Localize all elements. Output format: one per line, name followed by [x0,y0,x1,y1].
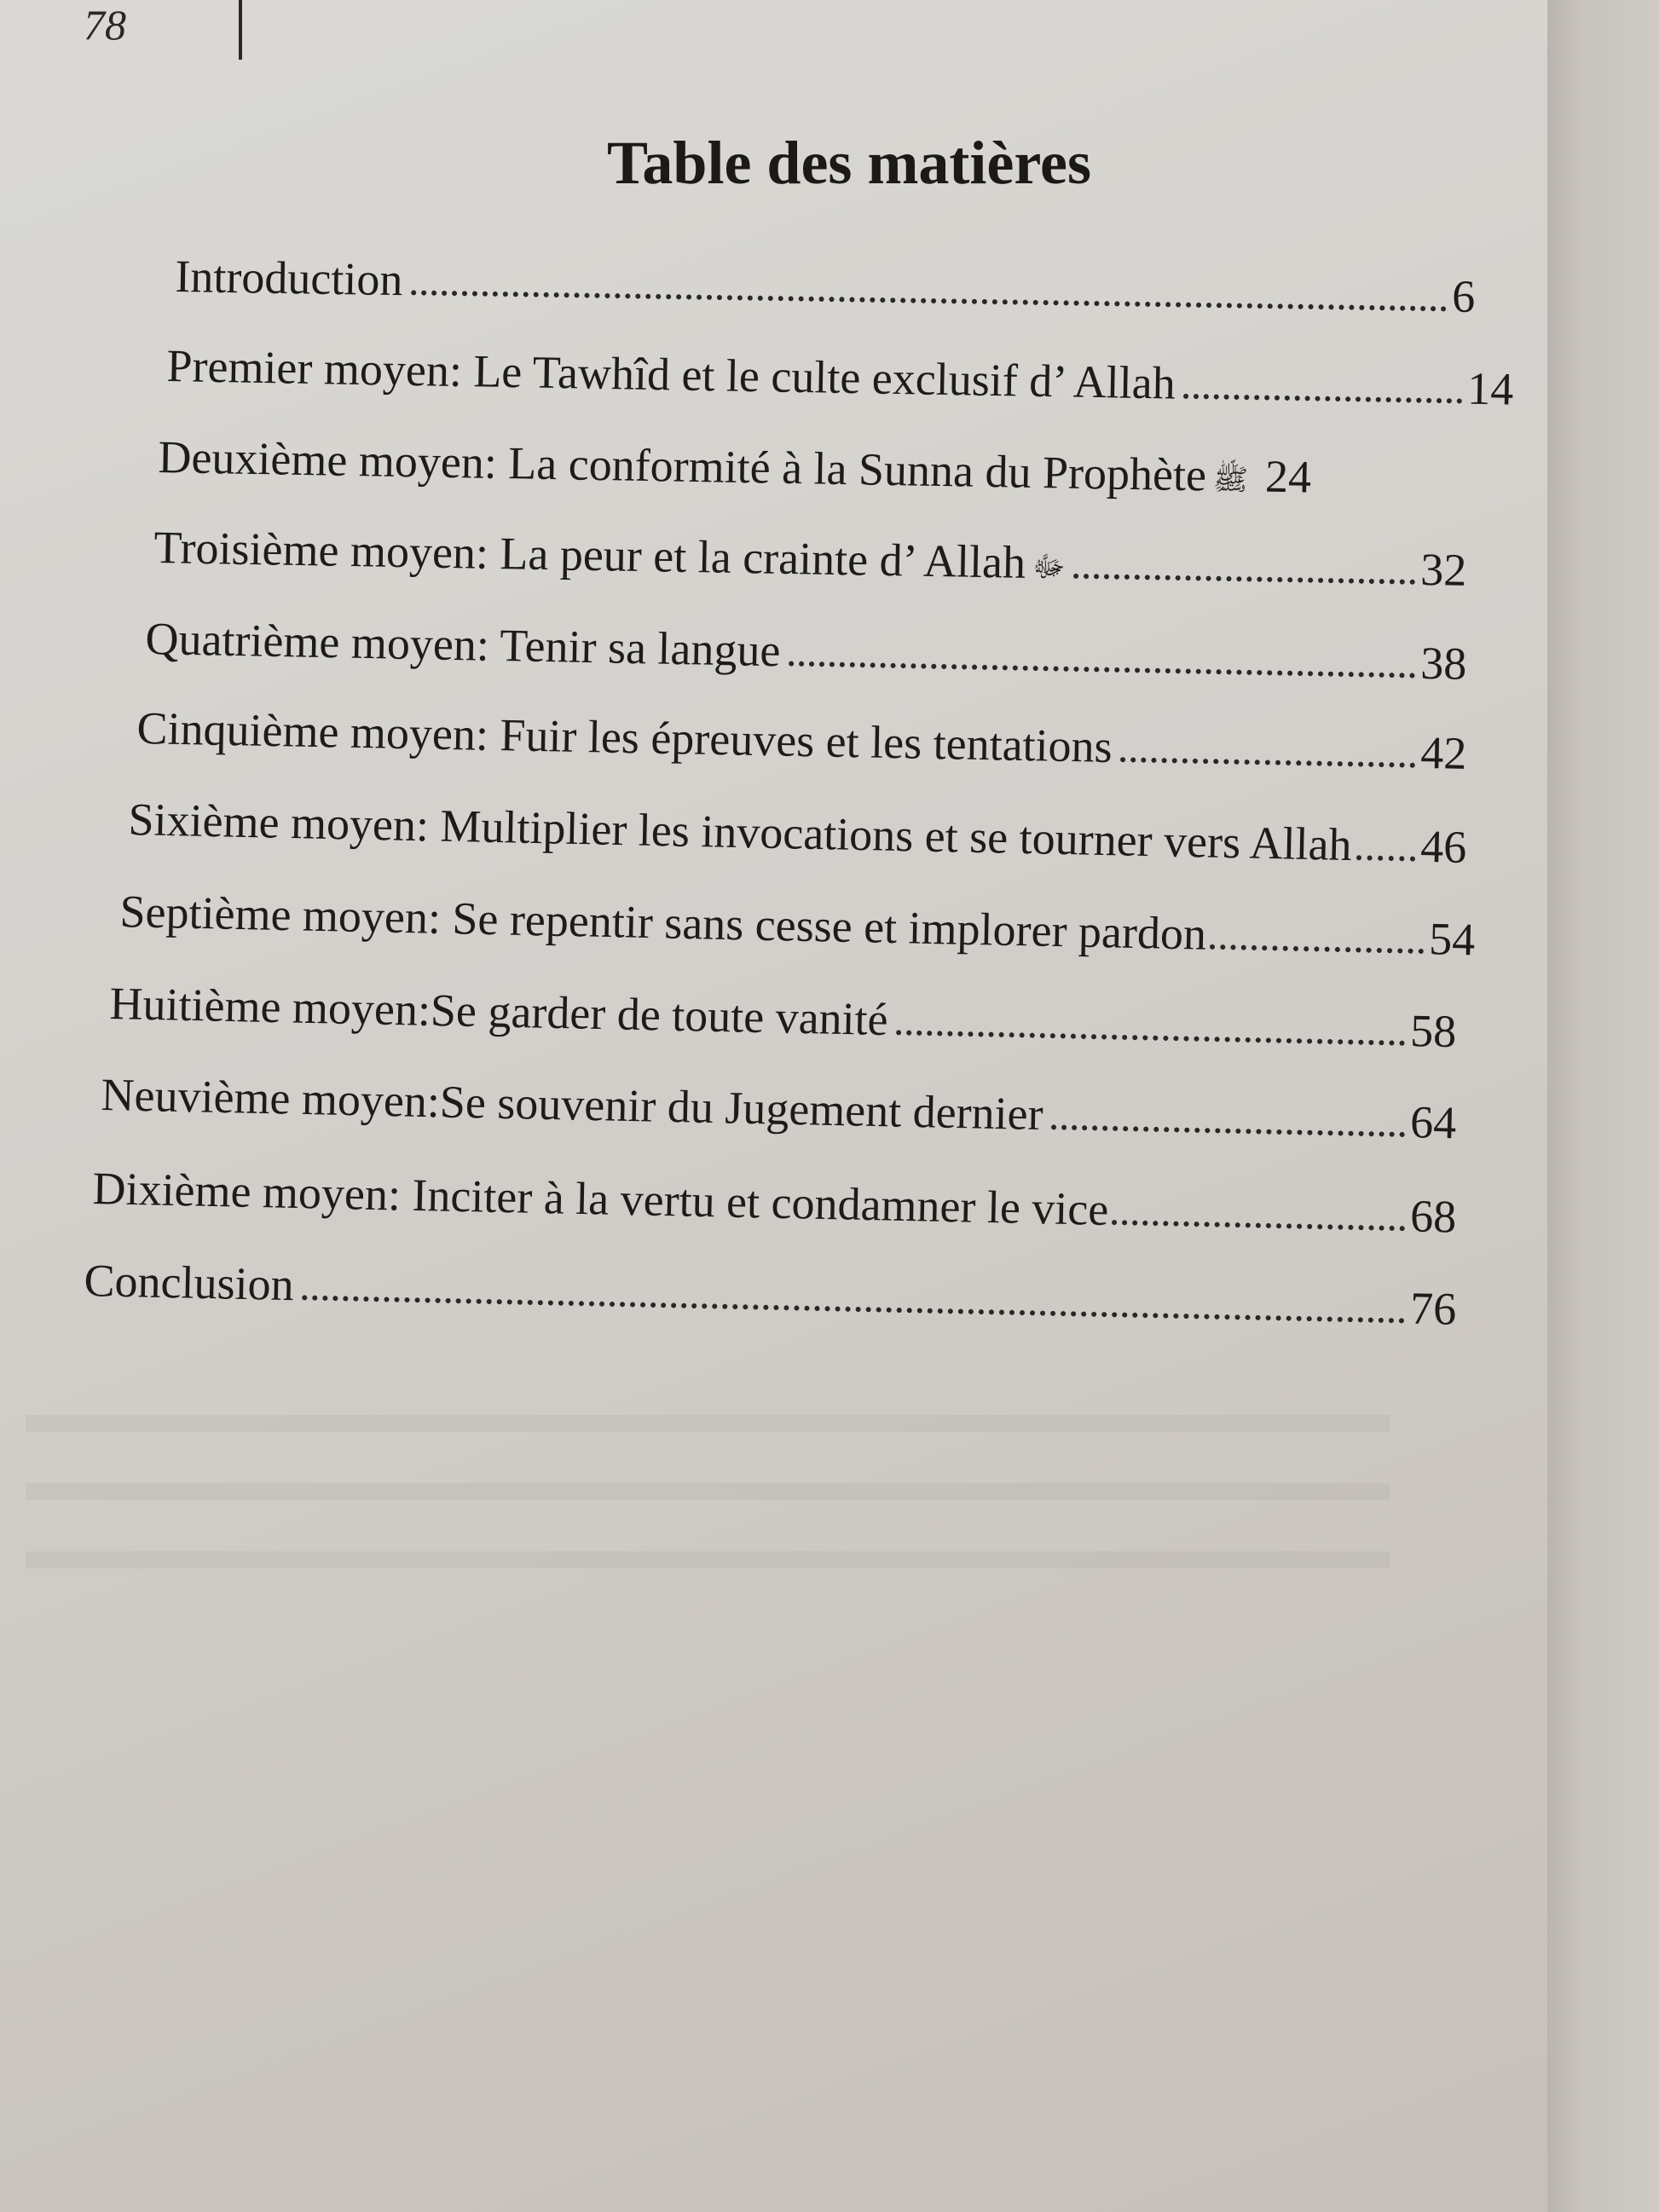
toc-entry-page: 46 [1419,820,1467,873]
toc-leader-dots [1183,394,1462,404]
toc-entry-page: 38 [1419,637,1467,690]
toc-entry[interactable] [101,1070,1457,1149]
toc-entry-label: Sixième moyen: Multiplier les invocations et se tourner vers Allah [128,794,1353,871]
toc-entry-label: Troisième moyen: La peur et la crainte d’ Allah [153,522,1026,588]
toc-entry-label: Cinquième moyen: Fuir les épreuves et les tentations [136,702,1113,772]
toc-entry-label: Introduction [175,251,403,306]
toc-leader-dots [1051,1125,1405,1138]
toc-entry-page: 14 [1466,362,1514,415]
toc-entry[interactable] [84,1256,1457,1335]
toc-entry-label: Deuxième moyen: La conformité à la Sunna du Prophète [158,431,1207,501]
toc-entry-page: 76 [1409,1282,1457,1335]
toc-entry-page: 42 [1419,726,1467,779]
toc-leader-dots [411,291,1447,312]
facing-page-edge [1547,0,1659,2212]
toc-entry[interactable] [136,703,1467,779]
toc-entry[interactable] [166,341,1514,415]
toc-entry[interactable] [158,432,1510,506]
toc-entry[interactable] [109,979,1457,1057]
toc-entry-page: 32 [1419,543,1467,596]
toc-entry[interactable] [175,251,1476,322]
toc-leader-dots [1112,1220,1405,1231]
toc-entry[interactable] [153,523,1467,596]
toc-entry[interactable] [119,887,1476,966]
toc-entry-label: Dixième moyen: Inciter à la vertu et condamner le vice [92,1163,1109,1235]
toc-entry-page: 58 [1409,1004,1457,1058]
toc-entry-page: 24 [1264,450,1312,503]
toc-entry[interactable] [145,614,1467,690]
toc-entry-label: Septième moyen: Se repentir sans cesse et implorer pardon [119,886,1207,960]
toc-entry-page: 64 [1409,1096,1457,1149]
toc-leader-dots [896,1031,1405,1046]
toc-leader-dots [1120,758,1415,769]
toc-leader-dots [1356,856,1415,862]
toc-entry-label: Quatrième moyen: Tenir sa langue [145,613,782,677]
salutation-calligraphy-icon: ﷺ [1212,464,1249,497]
toc-leader-dots [1210,944,1424,954]
toc-leader-dots [302,1296,1405,1324]
toc-title: Table des matières [607,129,1091,197]
glorification-calligraphy-icon: ﷻ [1032,551,1066,584]
page-number: 78 [84,1,126,49]
toc-entry[interactable] [92,1164,1457,1243]
toc-entry-label: Huitième moyen:Se garder de toute vanité [109,978,889,1046]
toc-entry-label: Neuvième moyen:Se souvenir du Jugement dernier [101,1069,1044,1141]
toc-entry-page: 68 [1409,1190,1457,1243]
toc-leader-dots [789,661,1415,679]
toc-entry-label: Conclusion [84,1255,295,1311]
toc-entry-label: Premier moyen: Le Tawhîd et le culte exclusif d’ Allah [166,340,1176,409]
toc-entry[interactable] [128,794,1467,873]
toc-entry-page: 54 [1428,913,1476,966]
toc-entry-page: 6 [1451,270,1476,322]
toc-leader-dots [1073,574,1415,585]
